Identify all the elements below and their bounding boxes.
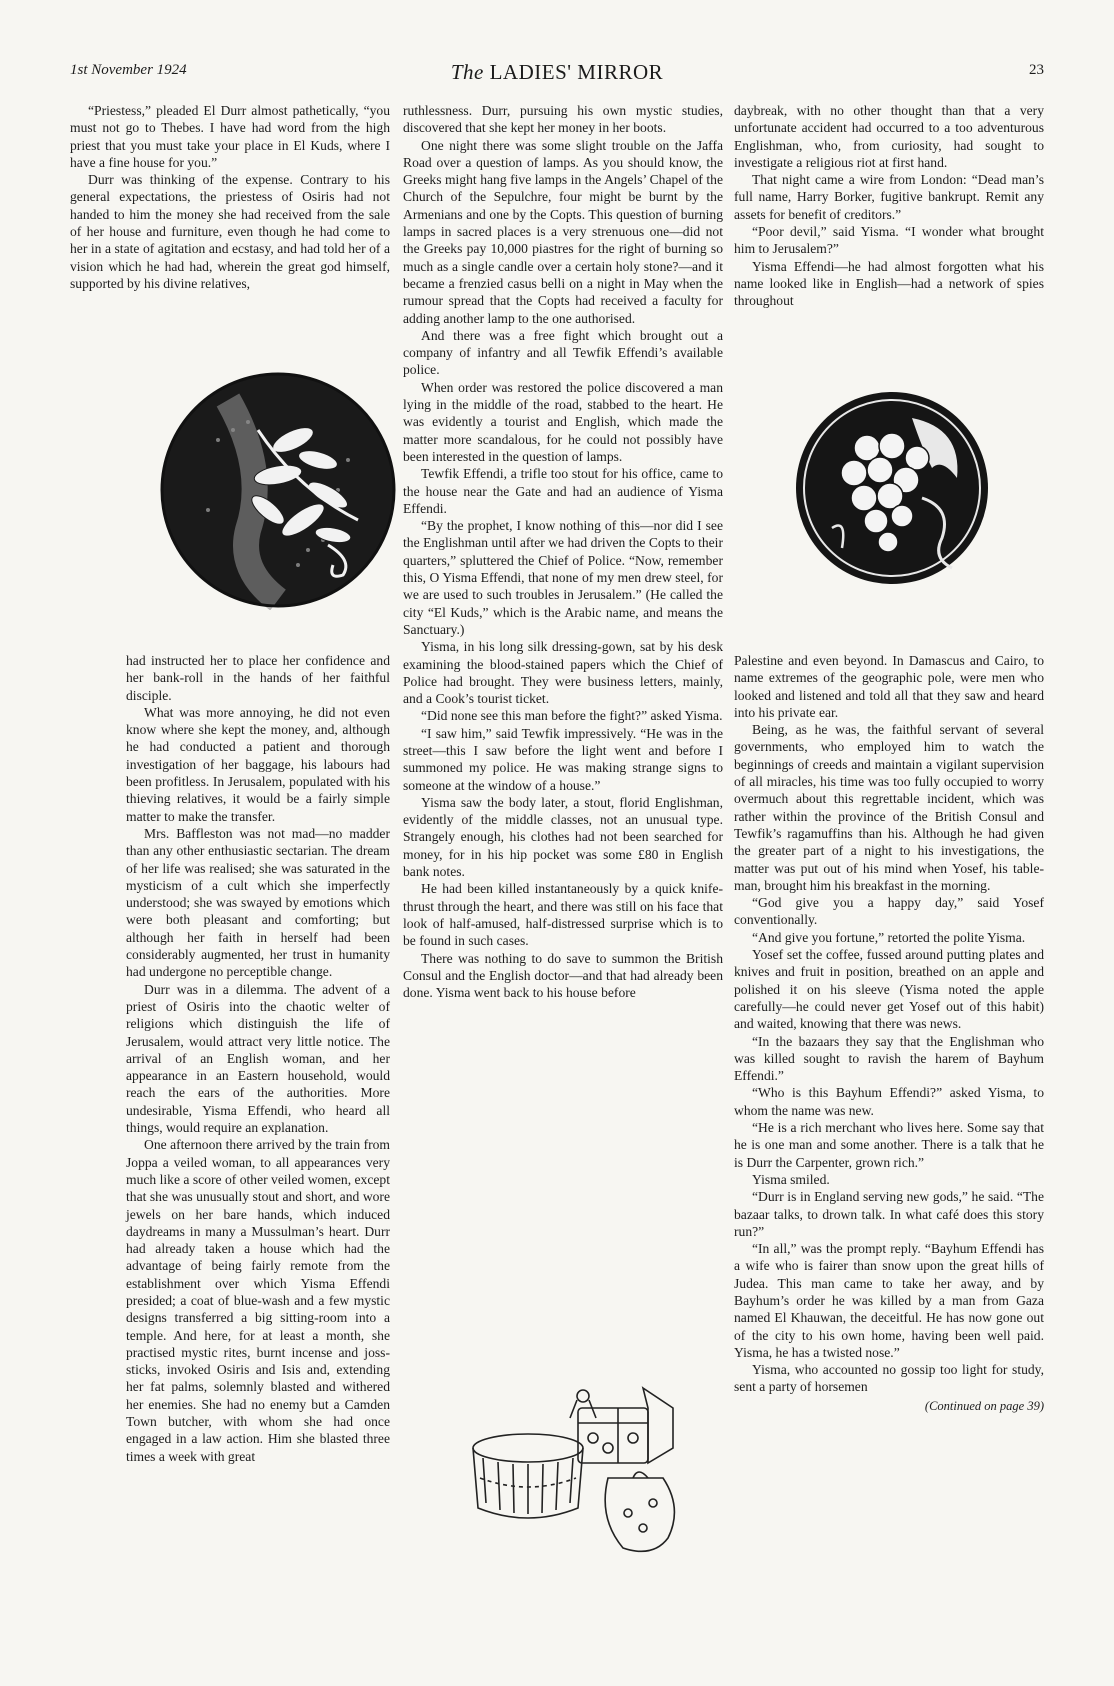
- column-1-bottom: [126, 652, 390, 1465]
- paragraph: Yisma, who accounted no gossip too light for study, sent a party of horsemen: [734, 1362, 1044, 1395]
- paragraph: Durr was in a dilemma. The advent of a priest of Osiris into the chaotic welter of religions which distinguish the life of Jerusalem, would attract very little notice. The arrival of an English woman, and her appearance in an Eastern household, would reach the ears of the authorities. More undesirable, Yisma Effendi, who heard all things, would require an explanation.: [126, 981, 390, 1136]
- paragraph: “By the prophet, I know nothing of this—nor did I see the Englishman until after we had driven the Copts to their quarters,” spluttered the Chief of Police. “Now, remember this, O Yisma Effendi, that none of my men drew steel, for we are used to such troubles in Jerusalem.” (He called the city “El Kuds,” which is the Arabic name, and means the Sanctuary.): [403, 518, 723, 637]
- floral-medallion-illustration: [158, 370, 398, 610]
- column-3-bottom: [734, 652, 1044, 1415]
- title-rest: LADIES' MIRROR: [489, 60, 664, 84]
- paragraph: Yisma smiled.: [752, 1171, 830, 1187]
- grapes-medallion-illustration: [792, 388, 992, 588]
- magazine-title: [70, 60, 1044, 85]
- paragraph: He had been killed instantaneously by a quick knife-thrust through the heart, and there was still on his face that look of half-amused, half-distressed surprise which is to be found in such cases.: [403, 881, 723, 949]
- paragraph: Palestine and even beyond. In Damascus and Cairo, to name extremes of the geographic pole, were men who looked and listened and told all that they saw and heard into his private ear.: [734, 653, 1044, 720]
- column-2: [403, 102, 723, 1001]
- paragraph: “In the bazaars they say that the Englishman who was killed sought to ravish the harem of Bayhum Effendi.”: [734, 1033, 1044, 1084]
- paragraph: Tewfik Effendi, a trifle too stout for his office, came to the house near the Gate and had an audience of Yisma Effendi.: [403, 466, 723, 516]
- paragraph: Yisma saw the body later, a stout, florid Englishman, evidently of the middle classes, not an unusual type. Strangely enough, his clothes had not been searched for money, for in his hip pocket was some £80 in English bank notes.: [403, 794, 723, 880]
- paragraph: Durr was thinking of the expense. Contrary to his general expectations, the priestess of Osiris had not handed to him the money she had received from the sale of her house and furniture, even though he had come to her in a state of agitation and ecstasy, and had told her of a vision which he had had, wherein the great god himself, supported by his divine relatives,: [70, 172, 390, 291]
- column-3-top: [734, 102, 1044, 310]
- hatboxes-illustration: [458, 1378, 708, 1568]
- paragraph: “He is a rich merchant who lives here. Some say that he is one man and some another. There is a talk that he is Durr the Carpenter, grown rich.”: [734, 1120, 1044, 1170]
- paragraph: “Who is this Bayhum Effendi?” asked Yisma, to whom the name was new.: [734, 1085, 1044, 1118]
- paragraph: “Durr is in England serving new gods,” he said. “The bazaar talks, to drown talk. In what café does this story run?”: [734, 1189, 1044, 1239]
- paragraph: “In all,” was the prompt reply. “Bayhum Effendi has a wife who is fairer than snow upon the great hills of Judea. This man came to take her away, and by Bayhum’s order he was killed by a man from Gaza named El Khauwan, the deceitful. He has now gone out of the city to his own home, having been well paid. Yisma, he has a twisted nose.”: [734, 1241, 1044, 1360]
- paragraph: “Priestess,” pleaded El Durr almost pathetically, “you must not go to Thebes. I have had word from the high priest that you must take your place in El Kuds, where I have a fine house for you.”: [70, 103, 390, 170]
- paragraph: had instructed her to place her confidence and her bank-roll in the hands of her faithful disciple.: [126, 653, 390, 703]
- paragraph: What was more annoying, he did not even know where she kept the money, and, although he had conducted a patient and thorough investigation of her baggage, his labours had been profitless. In Jerusalem, populated with his thieving relatives, it would be a fairly simple matter to make the transfer.: [126, 704, 390, 824]
- issue-date: 1st November 1924: [70, 62, 187, 78]
- paragraph: “And give you fortune,” retorted the polite Yisma.: [752, 929, 1026, 945]
- paragraph: Yisma Effendi—he had almost forgotten what his name looked like in English—had a network of spies throughout: [734, 258, 1044, 309]
- continued-note: (Continued on page 39): [924, 1398, 1044, 1413]
- paragraph: “God give you a happy day,” said Yosef conventionally.: [734, 895, 1044, 928]
- paragraph: One afternoon there arrived by the train from Joppa a veiled woman, to all appearances very much like a score of other veiled women, except that she was unusually stout and short, and wore jewels on her bare hands, which induced daydreams in many a Mussulman’s heart. Durr had already taken a house which had the advantage of being fairly remote from the establishment over which Yisma Effendi presided; a coat of blue-wash and a few mystic designs transferred a big sitting-room into a temple. And here, for at least a month, she practised mystic rites, burnt incense and joss-sticks, invoked Osiris and Isis and, extending her fat palms, solemnly blasted and withered her enemies. She had no enemy but a Camden Town butcher, with whom she had once engaged in a law action. Him she blasted three times a week with great: [126, 1137, 390, 1464]
- running-header: [70, 62, 1044, 86]
- paragraph: Yosef set the coffee, fussed around putting plates and knives and fruit in position, breathed on an apple and polished it on his sleeve (Yisma noted the apple carefully—he could never get Yosef out of this habit) and waited, knowing that there was news.: [734, 947, 1044, 1032]
- paragraph: Yisma, in his long silk dressing-gown, sat by his desk examining the blood-stained papers which the Chief of Police had brought. They were business letters, mainly, and a Cook’s tourist ticket.: [403, 639, 723, 707]
- paragraph: And there was a free fight which brought out a company of infantry and all Tewfik Effendi’s available police.: [403, 327, 723, 378]
- paragraph: When order was restored the police discovered a man lying in the middle of the road, stabbed to the heart. He was evidently a tourist and English, which made the matter more scandalous, for he could not possibly have been interested in the question of lamps.: [403, 379, 723, 464]
- page-number: 23: [1029, 62, 1044, 78]
- paragraph: There was nothing to do save to summon the British Consul and the English doctor—and that had already been done. Yisma went back to his house before: [403, 950, 723, 1001]
- paragraph: Mrs. Baffleston was not mad—no madder than any other enthusiastic sectarian. The dream of her life was realised; she was saturated in the mysticism of a cult which she imperfectly understood; she was swayed by emotions which were both pleasant and comforting; but although her faith in herself had been considerably augmented, her trust in humanity had undergone no perceptible change.: [126, 825, 390, 980]
- paragraph: “Poor devil,” said Yisma. “I wonder what brought him to Jerusalem?”: [734, 224, 1044, 257]
- paragraph: Being, as he was, the faithful servant of several governments, who employed him to watch the beginnings of creeds and maintain a vigilant supervision of all miracles, his time was too fully occupied to worry overmuch about this regrettable incident, which was rather within the province of the British Consul and Tewfik’s ragamuffins than his. Although he had given the greater part of a night to his investigations, the matter was put out of his mind when Yosef, his table-man, brought him his breakfast in the morning.: [734, 722, 1044, 893]
- paragraph: daybreak, with no other thought than that a very unfortunate accident had occurred to a too adventurous Englishman, who, from curiosity, had sought to investigate a religious riot at first hand.: [734, 103, 1044, 170]
- paragraph: ruthlessness. Durr, pursuing his own mystic studies, discovered that she kept her money in her boots.: [403, 103, 723, 136]
- title-the: The: [450, 60, 484, 84]
- paragraph: “I saw him,” said Tewfik impressively. “He was in the street—this I saw before the light went and before I summoned my police. He was making strange signs to someone at the window of a house.”: [403, 725, 723, 793]
- column-1-top: [70, 102, 390, 292]
- paragraph: “Did none see this man before the fight?” asked Yisma.: [421, 708, 723, 724]
- paragraph: That night came a wire from London: “Dead man’s full name, Harry Borker, fugitive bankrupt. Remit any assets for benefit of creditors.”: [734, 172, 1044, 222]
- paragraph: One night there was some slight trouble on the Jaffa Road over a question of lamps. As you should know, the Greeks might hang five lamps in the Angels’ Chapel of the Church of the Sepulchre, four might be burnt by the Armenians and one by the Copts. This question of burning lamps in sacred places is a very strenuous one—did not the Greeks pay 10,000 piastres for the right of burning so much as a single candle over a certain holy stone?—and it became a frenzied casus belli on a night in May when the rumour spread that the Copts had received a faculty for adding another lamp to the one authorised.: [403, 137, 723, 326]
